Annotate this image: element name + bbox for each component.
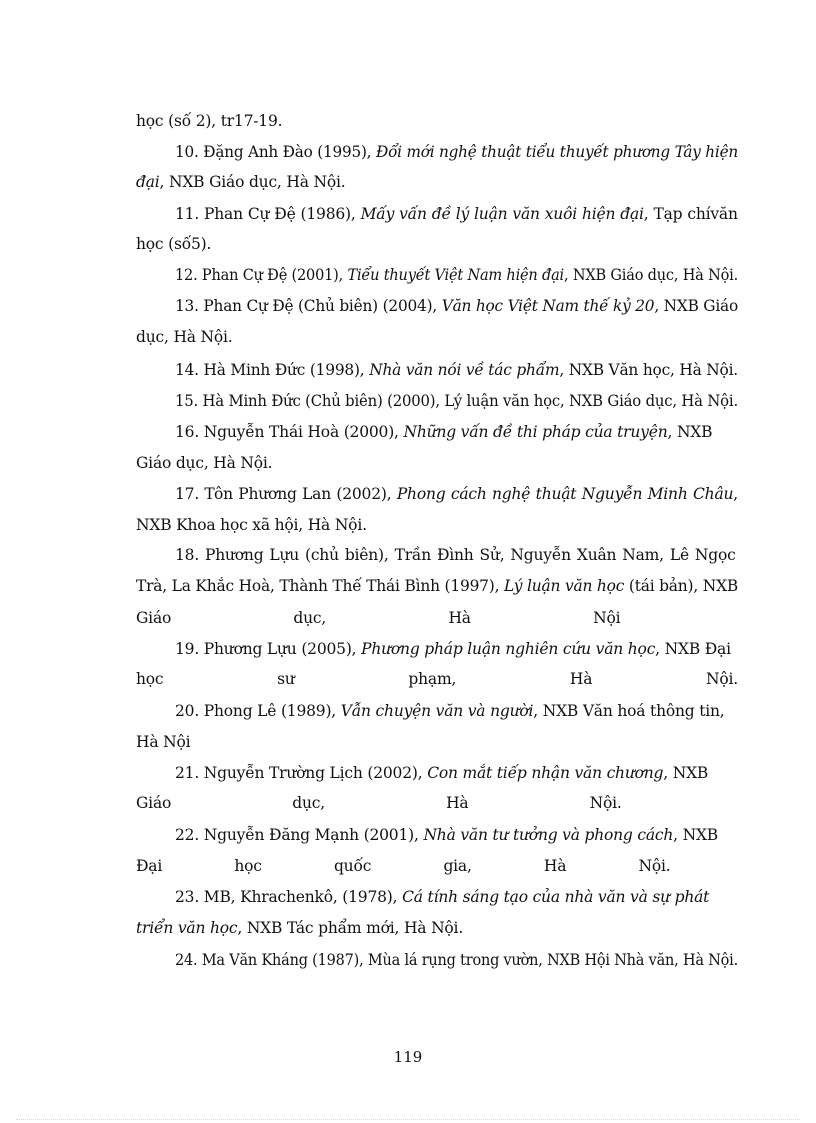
text-line [136,172,345,192]
title-italic: Con mắt tiếp nhận văn chương [427,764,664,782]
title-italic: Vẫn chuyện văn và người [340,702,534,720]
text-run: 12. Phan Cự Đệ (2001), [175,266,348,284]
text-line [136,327,233,347]
text-line [175,887,709,907]
text-run: , Tạp chívăn [643,205,738,223]
text-run: , NXB [673,826,718,844]
text-line [175,763,708,783]
title-italic: Những vấn đề thi pháp của truyện [403,423,668,441]
page-number: 119 [393,1048,423,1066]
text-line [175,204,738,224]
title-italic: Đổi mới nghệ thuật tiểu thuyết phương Tây hiện [375,143,738,161]
text-run: 11. Phan Cự Đệ (1986), [175,205,361,223]
text-run: Giáo dục, Hà Nội. [136,794,622,812]
text-run: 24. Ma Văn Kháng (1987), Mùa lá rụng trong vườn, NXB Hội Nhà văn, Hà Nội. [175,951,738,969]
page-bottom-border [16,1119,800,1120]
text-line [175,950,779,970]
text-run: , NXB Văn hoá thông tin, [533,702,725,720]
text-run: 14. Hà Minh Đức (1998), [175,361,370,379]
title-italic: đại [136,173,160,191]
text-line [136,515,367,535]
text-run: 23. MB, Khrachenkô, (1978), [175,888,403,906]
text-line [136,608,620,628]
text-run: , NXB Giáo dục, Hà Nội. [564,266,738,284]
text-line [175,296,745,316]
text-line [136,234,211,254]
text-run: dục, Hà Nội. [136,328,233,346]
text-run: (tái bản), NXB [624,577,738,595]
text-line [175,825,718,845]
title-italic: Văn học Việt Nam thế kỷ 20 [441,297,655,315]
text-run: 18. Phương Lựu (chủ biên), Trần Đình Sử, Nguyễn Xuân Nam, Lê Ngọc [175,546,736,564]
text-run: , NXB [663,764,709,782]
text-run: , NXB Đại [655,640,731,658]
text-run: 15. Hà Minh Đức (Chủ biên) (2000), Lý luận văn học, NXB Giáo dục, Hà Nội. [175,392,738,410]
text-run: 19. Phương Lựu (2005), [175,640,362,658]
text-run: , [733,485,738,503]
text-run: Đại học quốc gia, Hà Nội. [136,857,671,875]
title-italic: triển văn học [136,919,238,937]
text-run: 16. Nguyễn Thái Hoà (2000), [175,423,404,441]
text-run: học (số5). [136,235,212,253]
text-run: NXB Khoa học xã hội, Hà Nội. [136,516,367,534]
text-line [175,265,777,285]
title-italic: Lý luận văn học [504,577,625,595]
title-italic: Nhà văn nói về tác phẩm [369,361,560,379]
text-run: 20. Phong Lê (1989), [175,702,341,720]
title-italic: Mấy vấn đề lý luận văn xuôi hiện đại [360,205,644,223]
text-line [136,918,463,938]
text-run: Giáo dục, Hà Nội. [136,454,273,472]
text-line [175,391,763,411]
text-line [175,639,731,659]
text-run: 10. Đặng Anh Đào (1995), [175,143,376,161]
text-line [136,453,272,473]
text-line [175,360,742,380]
text-line [175,422,712,442]
text-line [136,111,282,131]
text-run: Hà Nội [136,733,191,751]
text-line [136,793,622,813]
text-run: , NXB Văn học, Hà Nội. [559,361,738,379]
text-run: , NXB Giáo dục, Hà Nội. [159,173,346,191]
title-italic: Tiểu thuyết Việt Nam hiện đại [347,266,565,284]
text-line [136,576,741,596]
text-run: 21. Nguyễn Trường Lịch (2002), [175,764,428,782]
text-run: , NXB Giáo [654,297,738,315]
title-italic: Phương pháp luận nghiên cứu văn học [361,640,656,658]
text-run: 13. Phan Cự Đệ (Chủ biên) (2004), [175,297,442,315]
text-run: Giáo dục, Hà Nội [136,609,621,627]
text-run: 17. Tôn Phương Lan (2002), [175,485,397,503]
text-line [136,669,738,689]
text-line [175,701,725,721]
title-italic: Nhà văn tư tưởng và phong cách [423,826,674,844]
text-run: Trà, La Khắc Hoà, Thành Thế Thái Bình (1997), [136,577,505,595]
title-italic: Phong cách nghệ thuật Nguyễn Minh Châu [396,485,734,503]
text-run: , NXB [667,423,713,441]
text-line [175,484,738,504]
text-line [136,732,190,752]
title-italic: Cá tính sáng tạo của nhà văn và sự phát [402,888,710,906]
text-line [175,142,748,162]
text-line [175,545,736,565]
text-run: , NXB Tác phẩm mới, Hà Nội. [237,919,464,937]
text-run: 22. Nguyễn Đăng Mạnh (2001), [175,826,424,844]
text-run: học (số 2), tr17-19. [136,112,283,130]
text-run: học sư phạm, Hà Nội. [136,670,738,688]
text-line [136,856,671,876]
